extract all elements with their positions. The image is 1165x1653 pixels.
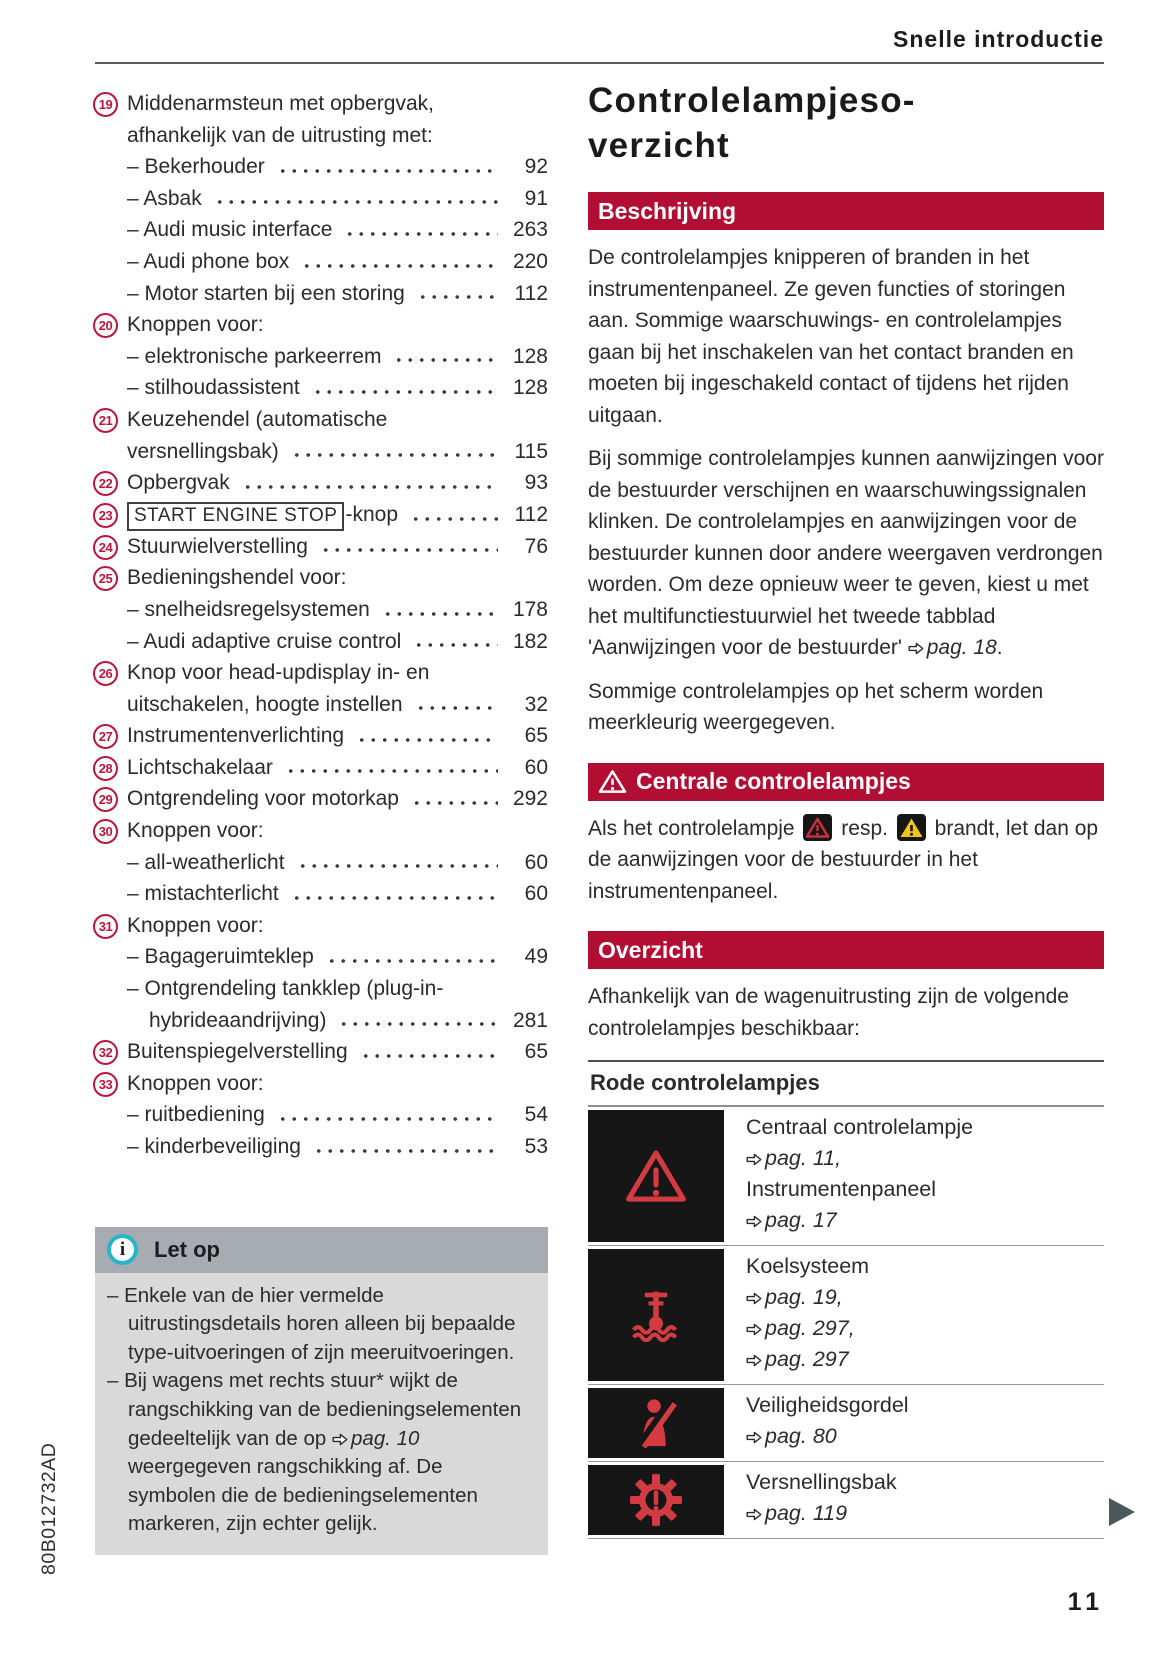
table-row-line: Koelsysteem xyxy=(746,1254,870,1278)
toc-item-label: – ruitbediening xyxy=(127,1103,265,1127)
toc-row xyxy=(95,973,548,1005)
coolant-icon xyxy=(588,1249,724,1381)
table-row-line xyxy=(746,1344,1104,1375)
note-box xyxy=(95,1227,548,1555)
section-band-label: Centrale controlelampjes xyxy=(636,768,911,794)
toc-page-number: 112 xyxy=(514,502,548,526)
table-row xyxy=(588,1385,1104,1462)
toc-item-label: – kinderbeveiliging xyxy=(127,1135,301,1158)
article-column xyxy=(588,78,1104,1539)
toc-item-label: – elektronische parkeerrem xyxy=(127,344,382,368)
dotted-leader xyxy=(240,467,498,499)
page-reference-text: pag. 19, xyxy=(765,1285,843,1309)
table-row-line: Veiligheidsgordel xyxy=(746,1393,909,1417)
toc-item-label: – Audi phone box xyxy=(127,249,290,273)
page-reference-text: pag. 119 xyxy=(765,1501,848,1525)
toc-item-label: – Bekerhouder xyxy=(127,155,265,179)
toc-row xyxy=(95,88,548,120)
info-icon: i xyxy=(107,1234,138,1265)
page-reference-text: pag. 80 xyxy=(765,1424,837,1448)
page-reference xyxy=(746,1208,837,1232)
toc-page-number: 49 xyxy=(524,945,548,969)
toc-item-number: 25 xyxy=(93,566,118,591)
toc-row xyxy=(95,689,548,721)
toc-item-label: Buitenspiegelverstelling xyxy=(127,1040,348,1064)
dotted-leader xyxy=(289,878,498,910)
toc-page-number: 91 xyxy=(524,186,548,210)
toc-row xyxy=(95,720,548,752)
toc-row xyxy=(95,309,548,341)
toc-row xyxy=(95,626,548,658)
toc-page-number: 60 xyxy=(524,755,548,779)
table-row-line xyxy=(746,1282,1104,1313)
toc-item-number: 30 xyxy=(93,819,118,844)
page-reference-text: pag. 297 xyxy=(765,1347,849,1371)
toc-row xyxy=(95,467,548,499)
toc-page-number: 65 xyxy=(524,1040,548,1064)
toc-row xyxy=(95,1036,548,1068)
toc-row xyxy=(95,878,548,910)
dotted-leader xyxy=(336,1005,498,1037)
dotted-leader xyxy=(380,594,498,626)
toc-item-number: 31 xyxy=(93,914,118,939)
toc-item-label: START ENGINE STOP -knop xyxy=(127,499,398,531)
toc-row xyxy=(95,531,548,563)
dotted-leader xyxy=(311,1131,498,1163)
toc-page-number: 65 xyxy=(524,724,548,748)
toc-row xyxy=(95,404,548,436)
toc-page-number: 32 xyxy=(524,692,548,716)
table-row-line xyxy=(746,1421,1104,1452)
dotted-leader xyxy=(409,783,498,815)
toc-page-number: 92 xyxy=(524,155,548,179)
toc-item-label: hybrideaandrijving) xyxy=(149,1008,327,1032)
toc-page-number: 281 xyxy=(512,1008,548,1032)
dotted-leader xyxy=(408,499,498,531)
toc-item-label: Knoppen voor: xyxy=(127,313,264,337)
toc-item-label: – stilhoudassistent xyxy=(127,376,300,400)
toc-row xyxy=(95,278,548,310)
toc-item-number: 19 xyxy=(93,92,118,117)
toc-list xyxy=(95,88,548,1163)
start-engine-stop-box: START ENGINE STOP xyxy=(127,502,344,531)
page-reference-text: pag. 17 xyxy=(765,1208,837,1232)
page-reference xyxy=(746,1347,849,1371)
toc-item-label: Knoppen voor: xyxy=(127,913,264,937)
body-paragraph: Bij sommige controlelampjes kunnen aanwijzingen voor de bestuurder verschijnen en waarschuwingssignalen klinken. De controlelampjes en aanwijzingen voor de bestuurder kunnen door andere weergaven verdrongen worden. Om deze opnieuw weer te geven, kiest u met het multifunctiestuurwiel het tweede tabblad 'Aanwijzingen voor de bestuurder' pag. 18. xyxy=(588,447,1104,659)
toc-item-label: versnellingsbak) xyxy=(127,439,279,463)
section-overzicht-text: Afhankelijk van de wagenuitrusting zijn de volgende controlelampjes beschikbaar: xyxy=(588,985,1069,1040)
toc-item-number: 29 xyxy=(93,787,118,812)
toc-item-number: 32 xyxy=(93,1040,118,1065)
toc-row xyxy=(95,752,548,784)
toc-row xyxy=(95,1131,548,1163)
toc-item-label: Middenarmsteun met opbergvak, xyxy=(127,92,434,115)
table-row-line xyxy=(746,1498,1104,1529)
table-row-description xyxy=(724,1385,1104,1461)
toc-row xyxy=(95,151,548,183)
dotted-leader xyxy=(283,752,498,784)
toc-row xyxy=(95,372,548,404)
dotted-leader xyxy=(358,1036,498,1068)
dotted-leader xyxy=(275,151,498,183)
toc-row xyxy=(95,1005,548,1037)
continuation-arrow-icon xyxy=(1109,1498,1135,1526)
indicator-table-rows xyxy=(588,1107,1104,1539)
toc-item-label: Keuzehendel (automatische xyxy=(127,407,388,431)
dotted-leader xyxy=(310,372,498,404)
dotted-leader xyxy=(299,246,498,278)
toc-row xyxy=(95,562,548,594)
table-row-line: Instrumentenpaneel xyxy=(746,1177,937,1201)
warning-yellow-icon xyxy=(897,814,926,841)
table-row-description xyxy=(724,1462,1104,1538)
toc-item-number: 24 xyxy=(93,535,118,560)
toc-item-label: Stuurwielverstelling xyxy=(127,534,308,558)
toc-row xyxy=(95,847,548,879)
page-title xyxy=(588,78,1104,168)
page-reference xyxy=(746,1285,843,1309)
page-reference xyxy=(908,636,997,659)
toc-item-label: Bedieningshendel voor: xyxy=(127,566,347,590)
table-row-description xyxy=(724,1107,1104,1245)
dotted-leader xyxy=(354,720,498,752)
toc-row xyxy=(95,910,548,942)
toc-item-label: Knoppen voor: xyxy=(127,819,264,843)
table-row xyxy=(588,1246,1104,1385)
toc-item-label: Knoppen voor: xyxy=(127,1071,264,1095)
toc-item-label: – Ontgrendeling tankklep (plug-in- xyxy=(127,977,444,1001)
toc-page-number: 115 xyxy=(514,439,548,463)
dotted-leader xyxy=(289,436,498,468)
section-beschrijving-text xyxy=(588,242,1104,739)
toc-item-label: – Audi music interface xyxy=(127,218,333,242)
toc-row xyxy=(95,783,548,815)
dotted-leader xyxy=(212,183,498,215)
section-band-centrale xyxy=(588,763,1104,801)
toc-row xyxy=(95,815,548,847)
table-row xyxy=(588,1462,1104,1539)
note-item: – Bij wagens met rechts stuur* wijkt de rangschikking van de bedieningselementen gedeeltelijk van de op pag. 10 weergegeven rangschikking af. De symbolen die de bedieningselementen markeren, zijn echter gelijk. xyxy=(107,1369,522,1536)
toc-item-label: – Bagageruimteklep xyxy=(127,945,314,969)
page-reference xyxy=(746,1146,841,1170)
toc-item-label: Opbergvak xyxy=(127,471,230,495)
toc-item-number: 28 xyxy=(93,756,118,781)
note-body xyxy=(95,1273,548,1555)
toc-row xyxy=(95,183,548,215)
page-reference-text: pag. 18 xyxy=(926,636,997,659)
dotted-leader xyxy=(295,847,498,879)
dotted-leader xyxy=(318,531,498,563)
document-code: 80B012732AD xyxy=(38,1442,60,1575)
toc-row xyxy=(95,436,548,468)
dotted-leader xyxy=(413,689,498,721)
toc-row xyxy=(95,246,548,278)
page-reference xyxy=(746,1501,847,1525)
page-reference xyxy=(746,1424,837,1448)
toc-item-label: – all-weatherlicht xyxy=(127,850,285,874)
note-header xyxy=(95,1227,548,1273)
body-paragraph: De controlelampjes knipperen of branden in het instrumentenpaneel. Ze geven functies of storingen aan. Sommige waarschuwings- en controlelampjes gaan bij het inschakelen van het contact branden en moeten bij ingeschakeld contact of tijdens het rijden uitgaan. xyxy=(588,246,1074,427)
dotted-leader xyxy=(342,214,498,246)
table-row-line xyxy=(746,1205,1104,1236)
toc-page-number: 60 xyxy=(524,882,548,906)
toc-item-number: 33 xyxy=(93,1072,118,1097)
warning-red-icon xyxy=(803,814,832,841)
page-reference-text: pag. 10 xyxy=(351,1426,420,1450)
page-title-line-2: verzicht xyxy=(588,126,730,165)
toc-item-label: – snelheidsregelsystemen xyxy=(127,597,370,621)
toc-item-label: – Motor starten bij een storing xyxy=(127,281,405,305)
page-reference xyxy=(332,1427,419,1450)
dotted-leader xyxy=(275,1099,498,1131)
seatbelt-icon xyxy=(588,1388,724,1458)
table-row-description xyxy=(724,1246,1104,1384)
toc-row xyxy=(95,1099,548,1131)
dotted-leader xyxy=(391,341,498,373)
page-reference-text: pag. 297, xyxy=(765,1316,855,1340)
section-band-beschrijving xyxy=(588,192,1104,230)
page-reference xyxy=(746,1316,855,1340)
table-row-line: Centraal controlelampje xyxy=(746,1115,974,1139)
toc-page-number: 178 xyxy=(512,597,548,621)
header-rule xyxy=(95,62,1104,64)
toc-page-number: 93 xyxy=(524,471,548,495)
toc-page-number: 128 xyxy=(512,376,548,400)
table-row-line: Versnellingsbak xyxy=(746,1470,897,1494)
chapter-title: Snelle introductie xyxy=(893,26,1104,52)
toc-row xyxy=(95,594,548,626)
toc-item-label: Instrumentenverlichting xyxy=(127,724,345,748)
toc-page-number: 53 xyxy=(524,1135,548,1158)
toc-row xyxy=(95,341,548,373)
toc-page-number: 263 xyxy=(512,218,548,242)
page-header xyxy=(95,26,1104,53)
toc-column xyxy=(95,88,548,1555)
toc-item-number: 23 xyxy=(93,503,118,528)
toc-page-number: 60 xyxy=(524,850,548,874)
toc-item-label: afhankelijk van de uitrusting met: xyxy=(127,123,433,147)
toc-row xyxy=(95,214,548,246)
note-title: Let op xyxy=(154,1236,220,1262)
toc-item-label: uitschakelen, hoogte instellen xyxy=(127,692,403,716)
table-row xyxy=(588,1107,1104,1246)
body-paragraph: Sommige controlelampjes op het scherm worden meerkleurig weergegeven. xyxy=(588,679,1044,734)
page-title-line-1: Controlelampjeso- xyxy=(588,81,916,120)
toc-page-number: 292 xyxy=(512,787,548,811)
note-item: – Enkele van de hier vermelde uitrustingsdetails horen alleen bij bepaalde type-uitvoeringen of zijn meeruitvoeringen. xyxy=(107,1283,516,1364)
table-row-line xyxy=(746,1143,1104,1174)
toc-page-number: 128 xyxy=(512,344,548,368)
toc-row xyxy=(95,120,548,152)
toc-item-number: 27 xyxy=(93,724,118,749)
table-row-line xyxy=(746,1313,1104,1344)
indicator-table-title: Rode controlelampjes xyxy=(588,1062,1104,1107)
toc-row xyxy=(95,499,548,531)
section-band-label: Beschrijving xyxy=(598,197,737,224)
toc-page-number: 220 xyxy=(512,249,548,273)
toc-item-label: Ontgrendeling voor motorkap xyxy=(127,787,399,811)
gearbox-warning-icon xyxy=(588,1465,724,1535)
toc-row xyxy=(95,1068,548,1100)
toc-item-number: 22 xyxy=(93,471,118,496)
toc-item-label: Knop voor head-updisplay in- en xyxy=(127,661,430,685)
toc-item-label: – mistachterlicht xyxy=(127,882,279,906)
toc-row xyxy=(95,657,548,689)
section-centrale-text: Als het controlelampje resp. brandt, let dan op de aanwijzingen voor de bestuurder in het instrumentenpaneel. xyxy=(588,813,1104,908)
toc-item-label: Lichtschakelaar xyxy=(127,755,273,779)
toc-row xyxy=(95,941,548,973)
central-warning-icon xyxy=(588,1110,724,1242)
toc-page-number: 112 xyxy=(514,281,548,305)
toc-item-number: 20 xyxy=(93,313,118,338)
toc-item-label: – Asbak xyxy=(127,186,202,210)
toc-page-number: 54 xyxy=(524,1103,548,1127)
toc-item-label: – Audi adaptive cruise control xyxy=(127,629,402,653)
dotted-leader xyxy=(415,278,498,310)
toc-item-number: 26 xyxy=(93,661,118,686)
section-band-label: Overzicht xyxy=(598,936,703,963)
toc-page-number: 76 xyxy=(524,534,548,558)
indicator-table xyxy=(588,1060,1104,1539)
dotted-leader xyxy=(411,626,498,658)
warning-triangle-icon xyxy=(598,769,627,794)
toc-item-number: 21 xyxy=(93,408,118,433)
section-band-overzicht xyxy=(588,931,1104,969)
page-reference-text: pag. 11, xyxy=(765,1146,842,1170)
dotted-leader xyxy=(324,941,498,973)
toc-page-number: 182 xyxy=(512,629,548,653)
footer-page-number: 11 xyxy=(1067,1588,1104,1616)
